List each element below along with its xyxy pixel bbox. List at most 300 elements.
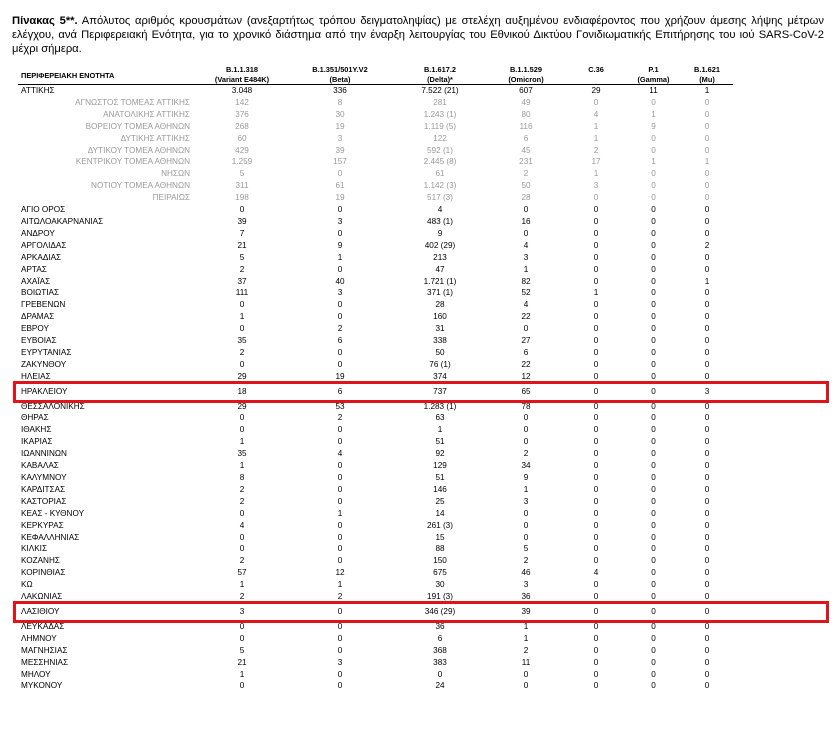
region-cell: ΔΥΤΙΚΟΥ ΤΟΜΕΑ ΑΘΗΝΩΝ: [87, 145, 190, 155]
value-cell: 0: [651, 508, 656, 518]
value-cell: 0: [337, 437, 343, 447]
region-cell: ΜΥΚΟΝΟΥ: [21, 681, 63, 691]
table-row: [18, 97, 733, 109]
value-cell: 34: [521, 461, 531, 471]
value-cell: 6: [437, 633, 443, 643]
value-cell: 0: [337, 312, 343, 322]
value-cell: 122: [433, 133, 447, 143]
value-cell: 0: [651, 473, 656, 482]
value-cell: 11: [521, 657, 531, 667]
region-cell: ΝΗΣΩΝ: [161, 169, 190, 179]
value-cell: 142: [235, 97, 249, 107]
region-cell: ΜΕΣΣΗΝΙΑΣ: [21, 657, 69, 667]
value-cell: 338: [433, 336, 447, 346]
value-cell: 0: [523, 324, 529, 334]
value-cell: 0: [651, 681, 656, 691]
table-caption: [12, 14, 824, 57]
value-cell: 281: [433, 97, 447, 107]
value-cell: 1: [523, 633, 529, 643]
value-cell: 0: [651, 228, 656, 238]
table-row: [18, 192, 733, 204]
value-cell: 0: [651, 240, 656, 250]
value-cell: 0: [704, 621, 710, 631]
value-cell: 19: [335, 121, 345, 131]
value-cell: 61: [435, 169, 445, 179]
header-region: ΠΕΡΙΦΕΡΕΙΑΚΗ ΕΝΟΤΗΤΑ: [18, 64, 198, 85]
value-cell: 737: [433, 386, 447, 396]
table-row: [18, 133, 733, 145]
region-cell: ΛΕΥΚΑΔΑΣ: [21, 621, 65, 631]
table-row: [18, 109, 733, 121]
value-cell: 5: [239, 252, 245, 262]
value-cell: 36: [521, 592, 531, 602]
value-cell: 4: [593, 568, 599, 578]
value-cell: 0: [337, 359, 343, 369]
value-cell: 2: [523, 645, 529, 655]
header-b11318: B.1.1.318 (Variant E484K): [198, 64, 286, 85]
value-cell: 0: [239, 324, 245, 334]
region-cell: ΖΑΚΥΝΘΟΥ: [21, 359, 67, 369]
table-row: [18, 532, 733, 544]
header-mu: B.1.621 (Mu): [681, 64, 733, 85]
value-cell: 2: [523, 556, 529, 566]
value-cell: 19: [335, 371, 345, 381]
region-cell: ΚΕΝΤΡΙΚΟΥ ΤΟΜΕΑ ΑΘΗΝΩΝ: [75, 157, 190, 167]
value-cell: 0: [651, 133, 656, 143]
value-cell: 0: [593, 336, 599, 346]
value-cell: 0: [593, 556, 599, 566]
value-cell: 0: [704, 133, 710, 143]
region-cell: ΑΡΓΟΛΙΔΑΣ: [21, 240, 67, 250]
value-cell: 40: [335, 276, 345, 286]
value-cell: 18: [237, 386, 247, 396]
value-cell: 1.142 (3): [423, 181, 457, 191]
value-cell: 1: [704, 276, 710, 286]
value-cell: 675: [433, 568, 447, 578]
value-cell: 61: [335, 181, 345, 191]
value-cell: 9: [523, 473, 529, 482]
value-cell: 0: [651, 484, 656, 494]
table-row: [18, 460, 733, 472]
table-row: [18, 228, 733, 240]
value-cell: 0: [704, 121, 710, 131]
region-cell: ΑΓΝΩΣΤΟΣ ΤΟΜΕΑΣ ΑΤΤΙΚΗΣ: [75, 97, 190, 107]
value-cell: 1: [523, 621, 529, 631]
value-cell: 0: [523, 520, 529, 530]
value-cell: 0: [651, 606, 656, 616]
value-cell: 0: [651, 288, 656, 298]
value-cell: 0: [523, 205, 529, 215]
caption-text: Απόλυτος αριθμός κρουσμάτων (ανεξαρτήτως τρόπου δειγματοληψίας) με στελέχη αυξημένου ενδιαφέροντος που χρήζουν άμεσης λήψης μέτρων ελέγχου, ανά Περιφερειακή Ενότητα, για το χρονικό διάστημα από την έναρξη λειτουργίας του Εθνικού Δικτύου Γονιδιωματικής Επιτήρησης του ιού SARS-CoV-2 μέχρι σήμερα.: [12, 15, 824, 56]
value-cell: 4: [437, 205, 443, 215]
value-cell: 5: [239, 645, 245, 655]
value-cell: 1: [704, 157, 710, 167]
table-row: [18, 669, 733, 681]
value-cell: 24: [435, 681, 445, 691]
value-cell: 12: [521, 371, 531, 381]
value-cell: 57: [237, 568, 247, 578]
header-beta: B.1.351/501Y.V2 (Beta): [286, 64, 394, 85]
value-cell: 402 (29): [424, 240, 456, 250]
value-cell: 2: [239, 347, 245, 357]
value-cell: 21: [237, 657, 247, 667]
value-cell: 1: [239, 312, 245, 322]
value-cell: 383: [433, 657, 447, 667]
value-cell: 0: [239, 532, 245, 542]
value-cell: 2: [704, 240, 710, 250]
value-cell: 1: [337, 252, 343, 262]
value-cell: 39: [237, 216, 247, 226]
value-cell: 46: [521, 568, 531, 578]
value-cell: 28: [435, 300, 445, 310]
value-cell: 0: [704, 544, 710, 554]
value-cell: 0: [704, 437, 710, 447]
value-cell: 0: [704, 461, 710, 471]
value-cell: 0: [239, 621, 245, 631]
value-cell: 2.445 (8): [423, 157, 457, 167]
value-cell: 0: [651, 645, 656, 655]
value-cell: 0: [704, 681, 710, 691]
table-row: [18, 520, 733, 532]
value-cell: 60: [237, 133, 247, 143]
value-cell: 0: [704, 97, 710, 107]
value-cell: 0: [704, 312, 710, 322]
value-cell: 0: [704, 413, 710, 423]
value-cell: 1: [651, 109, 656, 119]
value-cell: 0: [593, 216, 599, 226]
value-cell: 5: [239, 169, 245, 179]
value-cell: 0: [593, 484, 599, 494]
value-cell: 36: [435, 621, 445, 631]
value-cell: 0: [651, 580, 656, 590]
value-cell: 346 (29): [424, 606, 456, 616]
value-cell: 1: [337, 508, 343, 518]
value-cell: 374: [433, 371, 447, 381]
value-cell: 0: [239, 544, 245, 554]
value-cell: 0: [239, 633, 245, 643]
region-cell: ΜΑΓΝΗΣΙΑΣ: [21, 645, 68, 655]
region-cell: ΙΩΑΝΝΙΝΩΝ: [21, 449, 67, 459]
table-row: [18, 180, 733, 192]
value-cell: 11: [649, 86, 658, 95]
value-cell: 0: [651, 205, 656, 215]
table-row: [18, 204, 733, 216]
region-cell: ΔΡΑΜΑΣ: [21, 312, 55, 322]
value-cell: 0: [651, 252, 656, 262]
region-cell: ΛΗΜΝΟΥ: [21, 633, 57, 643]
value-cell: 0: [651, 633, 656, 643]
value-cell: 0: [704, 109, 710, 119]
table-row: [18, 335, 733, 347]
table-row: [18, 276, 733, 288]
value-cell: 0: [651, 496, 656, 506]
value-cell: 0: [523, 669, 529, 679]
value-cell: 0: [704, 508, 710, 518]
value-cell: 29: [237, 401, 247, 411]
value-cell: 146: [433, 484, 447, 494]
value-cell: 0: [651, 621, 656, 631]
value-cell: 8: [239, 473, 245, 482]
value-cell: 0: [523, 437, 529, 447]
value-cell: 0: [593, 532, 599, 542]
value-cell: 9: [651, 121, 656, 131]
value-cell: 0: [651, 264, 656, 274]
value-cell: 0: [704, 645, 710, 655]
value-cell: 0: [651, 401, 656, 411]
value-cell: 0: [437, 669, 443, 679]
value-cell: 116: [519, 121, 533, 131]
value-cell: 0: [704, 252, 710, 262]
value-cell: 231: [519, 157, 533, 167]
value-cell: 371 (1): [427, 288, 453, 298]
region-cell: ΚΕΦΑΛΛΗΝΙΑΣ: [21, 532, 80, 542]
value-cell: 129: [433, 461, 447, 471]
value-cell: 0: [337, 473, 343, 482]
value-cell: 0: [337, 205, 343, 215]
value-cell: 0: [593, 324, 599, 334]
value-cell: 0: [593, 580, 599, 590]
value-cell: 35: [237, 336, 247, 346]
value-cell: 0: [337, 169, 343, 179]
region-cell: ΑΧΑΪΑΣ: [21, 276, 51, 286]
value-cell: 0: [651, 336, 656, 346]
caption-label: Πίνακας 5**.: [12, 15, 78, 27]
value-cell: 592 (1): [427, 145, 453, 155]
value-cell: 0: [651, 425, 656, 435]
value-cell: 3: [593, 181, 599, 191]
header-gamma: P.1 (Gamma): [626, 64, 681, 85]
value-cell: 0: [651, 97, 656, 107]
variants-table: [18, 64, 733, 692]
value-cell: 45: [521, 145, 531, 155]
region-cell: ΑΝΔΡΟΥ: [21, 228, 55, 238]
value-cell: 50: [521, 181, 531, 191]
value-cell: 0: [593, 473, 599, 482]
region-cell: ΚΟΖΑΝΗΣ: [21, 556, 60, 566]
region-cell: ΕΒΡΟΥ: [21, 324, 49, 334]
value-cell: 2: [523, 169, 529, 179]
value-cell: 2: [239, 496, 245, 506]
value-cell: 0: [704, 228, 710, 238]
region-cell: ΚΕΑΣ - ΚΥΘΝΟΥ: [21, 508, 85, 518]
value-cell: 0: [704, 449, 710, 459]
value-cell: 0: [651, 324, 656, 334]
value-cell: 0: [337, 556, 343, 566]
value-cell: 39: [521, 606, 531, 616]
value-cell: 0: [593, 508, 599, 518]
value-cell: 0: [337, 496, 343, 506]
value-cell: 30: [435, 580, 445, 590]
header-omicron: B.1.1.529 (Omicron): [486, 64, 566, 85]
value-cell: 0: [704, 359, 710, 369]
value-cell: 3: [337, 216, 343, 226]
value-cell: 0: [651, 657, 656, 667]
value-cell: 0: [593, 681, 599, 691]
region-cell: ΛΑΚΩΝΙΑΣ: [21, 592, 63, 602]
value-cell: 0: [704, 473, 710, 482]
header-delta: B.1.617.2 (Delta)*: [394, 64, 486, 85]
value-cell: 1: [593, 169, 599, 179]
value-cell: 0: [593, 276, 599, 286]
region-cell: ΛΑΣΙΘΙΟΥ: [21, 606, 60, 616]
value-cell: 0: [704, 657, 710, 667]
value-cell: 0: [704, 484, 710, 494]
value-cell: 3: [239, 606, 245, 616]
value-cell: 0: [593, 621, 599, 631]
region-cell: ΙΚΑΡΙΑΣ: [21, 437, 53, 447]
value-cell: 0: [593, 645, 599, 655]
value-cell: 0: [651, 359, 656, 369]
table-row: [18, 424, 733, 436]
region-cell: ΑΓΙΟ ΟΡΟΣ: [21, 205, 66, 215]
value-cell: 111: [235, 288, 249, 298]
value-cell: 49: [521, 97, 531, 107]
table-row: [18, 252, 733, 264]
value-cell: 0: [593, 97, 599, 107]
value-cell: 1: [437, 425, 443, 435]
value-cell: 1: [239, 461, 245, 471]
value-cell: 150: [433, 556, 447, 566]
region-cell: ΔΥΤΙΚΗΣ ΑΤΤΙΚΗΣ: [120, 133, 190, 143]
value-cell: 0: [651, 532, 656, 542]
value-cell: 7.522 (21): [421, 86, 459, 95]
value-cell: 76 (1): [429, 359, 451, 369]
region-cell: ΜΗΛΟΥ: [21, 669, 51, 679]
value-cell: 0: [593, 264, 599, 274]
value-cell: 0: [239, 681, 245, 691]
region-cell: ΑΤΤΙΚΗΣ: [21, 86, 55, 95]
value-cell: 0: [239, 359, 245, 369]
value-cell: 368: [433, 645, 447, 655]
value-cell: 0: [337, 264, 343, 274]
region-cell: ΕΥΒΟΙΑΣ: [21, 336, 57, 346]
value-cell: 9: [337, 240, 343, 250]
value-cell: 17: [591, 157, 601, 167]
table-row: [18, 145, 733, 157]
value-cell: 15: [435, 532, 445, 542]
value-cell: 0: [704, 606, 710, 616]
value-cell: 0: [593, 300, 599, 310]
region-cell: ΚΑΒΑΛΑΣ: [21, 461, 59, 471]
value-cell: 0: [651, 461, 656, 471]
value-cell: 1: [651, 157, 656, 167]
value-cell: 376: [235, 109, 249, 119]
value-cell: 3: [704, 386, 710, 396]
value-cell: 0: [651, 437, 656, 447]
value-cell: 0: [704, 532, 710, 542]
value-cell: 0: [593, 347, 599, 357]
value-cell: 1: [523, 264, 529, 274]
header-c36: C.36: [566, 64, 626, 85]
value-cell: 0: [337, 520, 343, 530]
value-cell: 0: [337, 606, 343, 616]
value-cell: 0: [239, 425, 245, 435]
value-cell: 268: [235, 121, 249, 131]
table-row: [18, 156, 733, 168]
value-cell: 37: [237, 276, 247, 286]
value-cell: 51: [435, 437, 445, 447]
value-cell: 0: [593, 193, 599, 203]
value-cell: 0: [523, 425, 529, 435]
value-cell: 0: [704, 300, 710, 310]
value-cell: 6: [337, 386, 343, 396]
value-cell: 0: [704, 401, 710, 411]
value-cell: 0: [523, 413, 529, 423]
value-cell: 53: [335, 401, 345, 411]
value-cell: 22: [521, 359, 531, 369]
value-cell: 2: [239, 484, 245, 494]
value-cell: 0: [337, 461, 343, 471]
value-cell: 0: [593, 252, 599, 262]
value-cell: 0: [651, 193, 656, 203]
region-cell: ΒΟΡΕΙΟΥ ΤΟΜΕΑ ΑΘΗΝΩΝ: [85, 121, 190, 131]
value-cell: 0: [523, 508, 529, 518]
value-cell: 3.048: [231, 86, 253, 95]
value-cell: 92: [435, 449, 445, 459]
value-cell: 198: [235, 193, 249, 203]
value-cell: 2: [337, 413, 343, 423]
value-cell: 0: [704, 205, 710, 215]
value-cell: 0: [593, 520, 599, 530]
value-cell: 0: [239, 508, 245, 518]
value-cell: 4: [523, 300, 529, 310]
value-cell: 12: [335, 568, 345, 578]
table-row: [18, 448, 733, 460]
value-cell: 0: [337, 484, 343, 494]
region-cell: ΓΡΕΒΕΝΩΝ: [21, 300, 66, 310]
value-cell: 157: [333, 157, 347, 167]
value-cell: 80: [521, 109, 531, 119]
value-cell: 52: [521, 288, 531, 298]
value-cell: 0: [704, 520, 710, 530]
value-cell: 0: [651, 520, 656, 530]
value-cell: 0: [704, 669, 710, 679]
value-cell: 0: [523, 228, 529, 238]
table-row: [18, 85, 733, 97]
table-row: [18, 657, 733, 669]
value-cell: 0: [337, 681, 343, 691]
value-cell: 0: [593, 669, 599, 679]
value-cell: 0: [704, 288, 710, 298]
value-cell: 429: [235, 145, 249, 155]
value-cell: 39: [335, 145, 345, 155]
value-cell: 4: [239, 520, 245, 530]
value-cell: 1: [523, 484, 529, 494]
value-cell: 1: [239, 669, 245, 679]
value-cell: 0: [651, 556, 656, 566]
value-cell: 0: [651, 413, 656, 423]
value-cell: 0: [593, 496, 599, 506]
value-cell: 0: [704, 347, 710, 357]
table-row: [18, 412, 733, 424]
region-cell: ΑΡΤΑΣ: [21, 264, 47, 274]
table-row: [18, 472, 733, 484]
region-cell: ΚΕΡΚΥΡΑΣ: [21, 520, 64, 530]
value-cell: 0: [651, 276, 656, 286]
value-cell: 191 (3): [427, 592, 453, 602]
value-cell: 0: [704, 324, 710, 334]
value-cell: 0: [704, 169, 710, 179]
region-cell: ΑΝΑΤΟΛΙΚΗΣ ΑΤΤΙΚΗΣ: [103, 109, 190, 119]
value-cell: 0: [704, 181, 710, 191]
value-cell: 2: [239, 264, 245, 274]
table-row: [18, 543, 733, 555]
value-cell: 78: [521, 401, 531, 411]
value-cell: 6: [337, 336, 343, 346]
region-cell: ΕΥΡΥΤΑΝΙΑΣ: [21, 347, 72, 357]
value-cell: 0: [523, 681, 529, 691]
region-cell: ΚΑΛΥΜΝΟΥ: [21, 473, 67, 482]
